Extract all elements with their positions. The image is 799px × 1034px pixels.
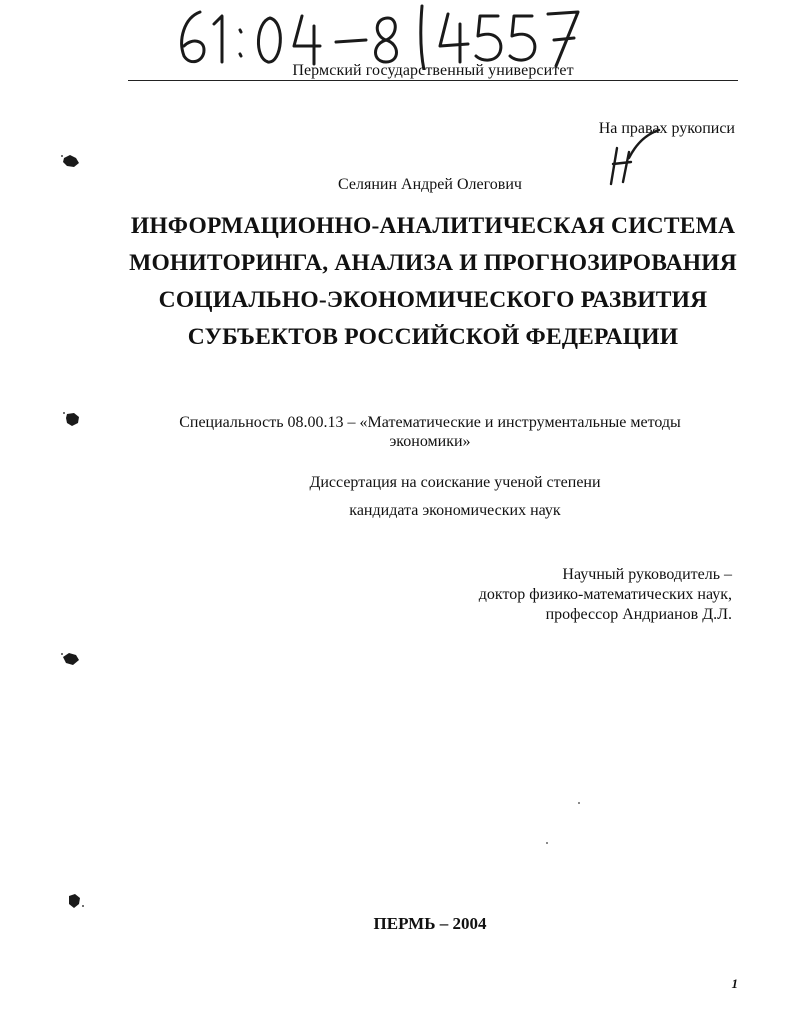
degree-line: кандидата экономических наук (349, 502, 561, 519)
scan-mark-icon (60, 650, 82, 668)
supervisor-line: Научный руководитель – (562, 566, 732, 583)
page-number: 1 (731, 976, 738, 991)
scan-mark-icon (62, 410, 84, 428)
specialty-line: Специальность 08.00.13 – «Математические и инструментальные методы (179, 414, 681, 431)
degree-statement (240, 469, 670, 525)
supervisor-line: профессор Андрианов Д.Л. (545, 606, 732, 623)
specialty (120, 413, 740, 451)
supervisor-line: доктор физико-математических наук, (478, 586, 732, 603)
header-divider (128, 80, 738, 81)
scan-dust (546, 842, 548, 844)
specialty-line: экономики» (389, 433, 471, 450)
catalog-number-handwritten (170, 0, 610, 70)
scan-dust (578, 802, 580, 804)
author-name: Селянин Андрей Олегович (338, 176, 522, 193)
city-year: ПЕРМЬ – 2004 (373, 914, 487, 933)
degree-line: Диссертация на соискание ученой степени (309, 474, 601, 491)
scientific-supervisor (380, 565, 732, 625)
title-line: СУБЪЕКТОВ РОССИЙСКОЙ ФЕДЕРАЦИИ (187, 324, 679, 350)
dissertation-title (100, 208, 766, 356)
title-line: МОНИТОРИНГА, АНАЛИЗА И ПРОГНОЗИРОВАНИЯ (129, 250, 737, 276)
manuscript-rights-note: На правах рукописи (598, 120, 735, 137)
university-name: Пермский государственный университет (292, 62, 574, 79)
scan-mark-icon (60, 152, 82, 170)
title-line: ИНФОРМАЦИОННО-АНАЛИТИЧЕСКАЯ СИСТЕМА (130, 213, 736, 239)
title-line: СОЦИАЛЬНО-ЭКОНОМИЧЕСКОГО РАЗВИТИЯ (158, 287, 708, 313)
scan-mark-icon (64, 892, 86, 910)
